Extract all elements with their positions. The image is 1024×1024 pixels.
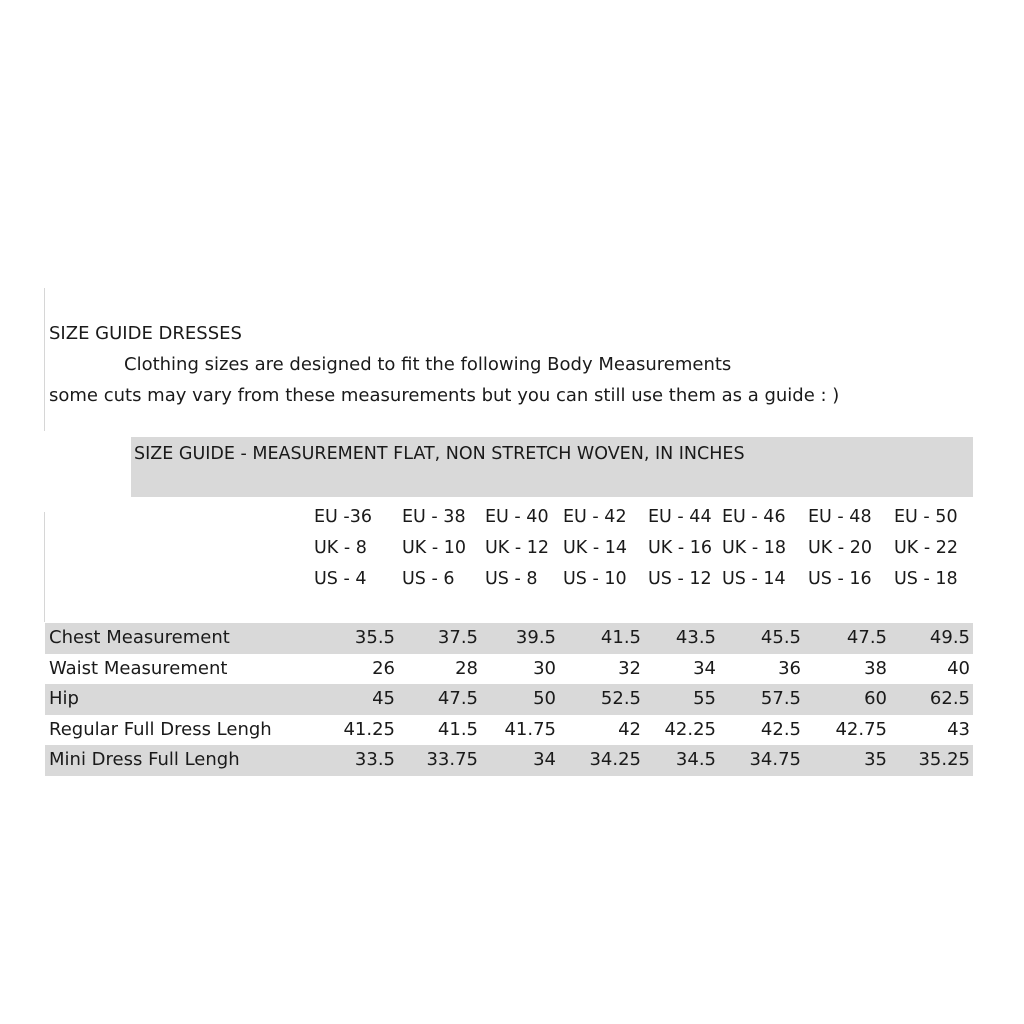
left-border-top [44,288,45,431]
row-label: Chest Measurement [49,627,230,648]
size-column [563,502,627,595]
table-cell: 35 [864,749,887,771]
us-size: US - 18 [894,569,958,589]
table-cell: 35.25 [918,749,970,771]
eu-size: EU - 50 [894,507,958,527]
table-cell: 33.5 [354,749,395,771]
table-cell: 57.5 [760,688,801,710]
table-cell: 26 [372,657,395,679]
eu-size: EU - 46 [722,507,786,527]
table-cell: 41.5 [437,718,478,740]
table-row [45,715,973,746]
uk-size: UK - 14 [563,538,627,558]
row-label: Hip [49,688,79,710]
table-cell: 36 [778,657,801,679]
table-cell: 42.5 [760,718,801,740]
table-cell: 47.5 [437,688,478,710]
us-size: US - 14 [722,569,786,589]
table-cell: 50 [533,688,556,710]
table-row [45,745,973,776]
table-cell: 34.25 [589,749,641,771]
eu-size: EU -36 [314,507,373,527]
table-cell: 30 [533,657,556,679]
table-cell: 45.5 [760,627,801,648]
table-cell: 52.5 [600,688,641,710]
table-cell: 34 [693,657,716,679]
row-label: Regular Full Dress Lengh [49,718,272,740]
table-cell: 34.75 [749,749,801,771]
measurement-table [45,623,973,776]
table-cell: 47.5 [846,627,887,648]
table-cell: 40 [947,657,970,679]
table-row [45,654,973,685]
table-row [45,623,973,654]
row-label: Waist Measurement [49,657,228,679]
eu-size: EU - 40 [485,507,549,527]
uk-size: UK - 10 [402,538,466,558]
uk-size: UK - 18 [722,538,786,558]
us-size: US - 10 [563,569,627,589]
table-cell: 42.75 [835,718,887,740]
eu-size: EU - 42 [563,507,627,527]
table-cell: 41.5 [600,627,641,648]
table-cell: 42.25 [664,718,716,740]
table-cell: 45 [372,688,395,710]
table-cell: 34.5 [675,749,716,771]
eu-size: EU - 48 [808,507,872,527]
us-size: US - 8 [485,569,538,589]
us-size: US - 4 [314,569,367,589]
size-guide-title: SIZE GUIDE DRESSES [49,323,242,344]
table-cell: 32 [618,657,641,679]
table-cell: 41.25 [343,718,395,740]
size-column [648,502,712,595]
table-cell: 28 [455,657,478,679]
row-label: Mini Dress Full Lengh [49,749,240,771]
table-cell: 43 [947,718,970,740]
intro-line-1: Clothing sizes are designed to fit the following Body Measurements [124,354,732,375]
intro-section [49,318,979,411]
eu-size: EU - 44 [648,507,712,527]
table-cell: 39.5 [515,627,556,648]
size-column [894,502,958,595]
us-size: US - 6 [402,569,455,589]
table-row [45,684,973,715]
table-cell: 55 [693,688,716,710]
us-size: US - 16 [808,569,872,589]
table-cell: 37.5 [437,627,478,648]
table-cell: 38 [864,657,887,679]
eu-size: EU - 38 [402,507,466,527]
uk-size: UK - 8 [314,538,367,558]
uk-size: UK - 20 [808,538,872,558]
uk-size: UK - 12 [485,538,549,558]
table-cell: 34 [533,749,556,771]
size-column [402,502,466,595]
size-column [485,502,549,595]
size-column [808,502,872,595]
uk-size: UK - 16 [648,538,712,558]
intro-line-2: some cuts may vary from these measurements but you can still use them as a guide : ) [49,385,840,406]
table-cell: 62.5 [929,688,970,710]
table-cell: 35.5 [354,627,395,648]
table-cell: 41.75 [504,718,556,740]
table-cell: 33.75 [426,749,478,771]
measurement-banner: SIZE GUIDE - MEASUREMENT FLAT, NON STRETCH WOVEN, IN INCHES [131,437,973,497]
uk-size: UK - 22 [894,538,958,558]
table-cell: 43.5 [675,627,716,648]
table-cell: 60 [864,688,887,710]
size-header [0,502,1024,595]
us-size: US - 12 [648,569,712,589]
table-cell: 49.5 [929,627,970,648]
table-cell: 42 [618,718,641,740]
size-column [314,502,372,595]
size-column [722,502,786,595]
